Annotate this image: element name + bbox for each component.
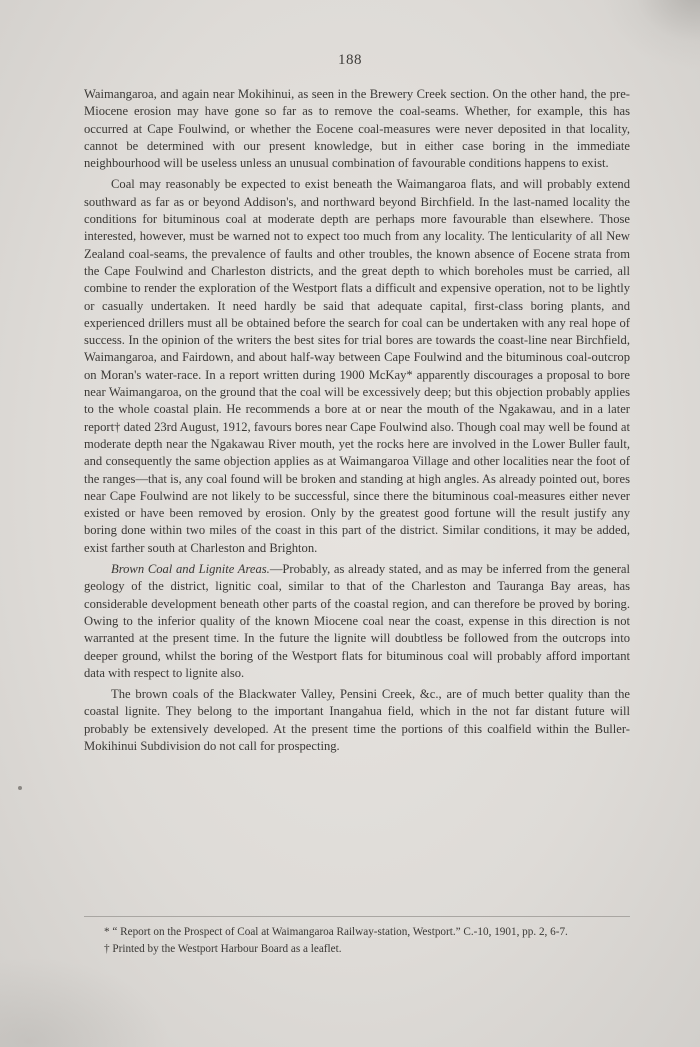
paragraph-1	[84, 86, 630, 172]
paragraph-text: Waimangaroa, and again near Mokihinui, as seen in the Brewery Creek section. On the other hand, the pre-Miocene erosion may have gone so far as to remove the coal-seams. Whether, for example, this has occurred at Cape Foulwind, or whether the Eocene coal-measures were never deposited in that locality, cannot be determined with our present knowledge, but in either case boring in the immediate neighbourhood will be useless unless an unusual combination of favourable conditions happens to exist.	[84, 87, 630, 171]
paragraph-text: —Probably, as already stated, and as may be inferred from the general geology of the district, lignitic coal, similar to that of the Charleston and Tauranga Bay areas, has considerable development beneath other parts of the coastal region, and can therefore be proved by boring. Owing to the inferior quality of the known Miocene coal near the coast, expense in this direction is not warranted at the present time. In the future the lignite will doubtless be followed from the outcrops into deeper ground, whilst the boring of the Westport flats for bituminous coal will probably afford important data with respect to lignite also.	[84, 562, 630, 680]
footnote-divider	[84, 916, 630, 917]
body-text	[84, 86, 630, 759]
paragraph-2	[84, 176, 630, 557]
paragraph-text: Coal may reasonably be expected to exist beneath the Waimangaroa flats, and will probably extend southward as far as or beyond Addison's, and northward beyond Birchfield. In the last-named locality the conditions for bituminous coal at moderate depth are perhaps more favourable than elsewhere. Those interested, however, must be warned not to expect too much from any locality. The lenticularity of all New Zealand coal-seams, the prevalence of faults and other troubles, the known absence of Eocene strata from the Cape Foulwind and Charleston districts, and the great depth to which boreholes must be carried, all combine to render the exploration of the Westport flats a difficult and expensive operation, not to be lightly or casually undertaken. It need hardly be said that adequate capital, first-class boring plants, and experienced drillers must all be obtained before the search for coal can be undertaken with any real hope of success. In the opinion of the writers the best sites for trial bores are towards the coast-line near Birchfield, Waimangaroa, and Fairdown, and about half-way between Cape Foulwind and the bituminous coal-outcrop on Moran's water-race. In a report written during 1900 McKay* apparently discourages a proposal to bore near Waimangaroa, on the ground that the coal will be excessively deep; but this objection probably applies to the whole coastal plain. He recommends a bore at or near the mouth of the Ngakawau, and in a later report† dated 23rd August, 1912, favours bores near Cape Foulwind also. Though coal may well be found at moderate depth near the Ngakawau River mouth, yet the rocks here are involved in the Lower Buller fault, and consequently the same objection applies as at Waimangaroa Village and other localities near the foot of the ranges—that is, any coal found will be broken and standing at high angles. As already pointed out, bores near Cape Foulwind are not likely to be successful, since there the bituminous coal-measures either never existed or have been removed by erosion. Only by the greatest good fortune will the result justify any boring done within two miles of the coast in this part of the district. Similar conditions, it may be added, exist farther south at Charleston and Brighton.	[84, 177, 630, 555]
section-heading-inline: Brown Coal and Lignite Areas.	[111, 562, 270, 577]
footnote-1: * “ Report on the Prospect of Coal at Waimangaroa Railway-station, Westport.” C.-10, 1901, pp. 2, 6-7.	[104, 926, 568, 938]
page-number: 188	[338, 52, 362, 68]
footnotes	[84, 924, 630, 958]
page-corner-shadow	[0, 957, 170, 1047]
footnote-2: † Printed by the Westport Harbour Board as a leaflet.	[104, 943, 342, 955]
paragraph-text: The brown coals of the Blackwater Valley, Pensini Creek, &c., are of much better quality than the coastal lignite. They belong to the important Inangahua field, which in the not far distant future will probably be extensively developed. At the present time the portions of this coalfield within the Buller-Mokihinui Subdivision do not call for prospecting.	[84, 687, 630, 753]
margin-speck	[18, 786, 22, 790]
paragraph-4	[84, 686, 630, 755]
paragraph-3	[84, 561, 630, 682]
